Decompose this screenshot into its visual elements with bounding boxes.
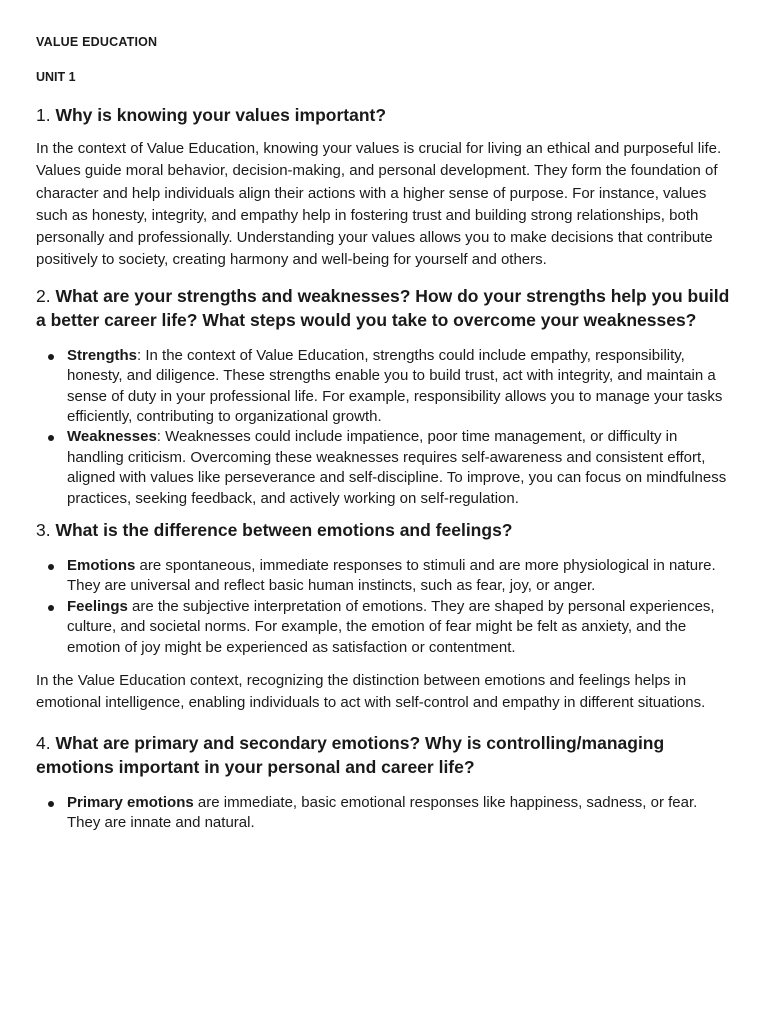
list-item-feelings bbox=[36, 597, 732, 658]
item-text-primary-emotions: are immediate, basic emotional responses like happiness, sadness, or fear. They are innate and natural. bbox=[67, 793, 698, 832]
question-2-heading bbox=[36, 284, 732, 332]
item-text-emotions: are spontaneous, immediate responses to stimuli and are more physiological in nature. They are universal and reflect basic human instincts, such as fear, joy, or anger. bbox=[67, 557, 716, 595]
answer-3-paragraph: In the Value Education context, recognizing the distinction between emotions and feelings helps in emotional intelligence, enabling individuals to act with self-control and empathy in different situations. bbox=[36, 672, 706, 712]
list-item-weaknesses bbox=[36, 427, 732, 509]
term-primary-emotions: Primary emotions bbox=[67, 793, 194, 811]
bullet-icon bbox=[48, 435, 54, 441]
list-item-primary-emotions bbox=[36, 793, 732, 834]
question-1-heading bbox=[36, 103, 732, 127]
question-3-heading bbox=[36, 518, 732, 542]
item-text-feelings: are the subjective interpretation of emotions. They are shaped by personal experiences, culture, and societal norms. For example, the emotion of fear might be felt as anxiety, and the emotion of joy might be experienced as satisfaction or contentment. bbox=[67, 597, 715, 656]
answer-4-list bbox=[36, 793, 732, 834]
question-4-text: What are primary and secondary emotions? Why is controlling/managing emotions important in your personal and career life? bbox=[36, 732, 665, 777]
bullet-icon bbox=[48, 564, 54, 570]
answer-2-list bbox=[36, 346, 732, 509]
item-text-weaknesses: : Weaknesses could include impatience, poor time management, or difficulty in handling criticism. Overcoming these weaknesses requires self-awareness and consistent effort, aligned with values like perseverance and self-discipline. To improve, you can focus on mindfulness practices, seeking feedback, and actively working on self-regulation. bbox=[67, 428, 727, 507]
bullet-icon bbox=[48, 605, 54, 611]
document-title: VALUE EDUCATION bbox=[36, 35, 158, 49]
bullet-icon bbox=[48, 354, 54, 360]
term-emotions: Emotions bbox=[67, 557, 136, 575]
list-item-emotions bbox=[36, 556, 732, 597]
question-3-text: What is the difference between emotions and feelings? bbox=[55, 520, 513, 541]
answer-3-list bbox=[36, 556, 732, 658]
term-weaknesses: Weaknesses bbox=[67, 428, 157, 446]
term-feelings: Feelings bbox=[67, 597, 128, 615]
list-item-strengths bbox=[36, 346, 732, 428]
question-2-text: What are your strengths and weaknesses? How do your strengths help you build a better career life? What steps would you take to overcome your weaknesses? bbox=[36, 285, 730, 330]
bullet-icon bbox=[48, 801, 54, 807]
item-text-strengths: : In the context of Value Education, strengths could include empathy, responsibility, honesty, and diligence. These strengths enable you to build trust, act with integrity, and maintain a sense of duty in your professional life. For example, responsibility allows you to manage your tasks efficiently, contributing to organizational growth. bbox=[67, 346, 723, 425]
question-2-number: 2. bbox=[36, 285, 56, 306]
question-1-text: Why is knowing your values important? bbox=[55, 105, 387, 125]
question-3-number: 3. bbox=[36, 520, 56, 541]
question-4-heading bbox=[36, 731, 732, 779]
question-4-number: 4. bbox=[36, 732, 56, 753]
unit-title: UNIT 1 bbox=[36, 70, 76, 84]
question-1-number: 1. bbox=[36, 105, 56, 125]
answer-1-paragraph: In the context of Value Education, knowing your values is crucial for living an ethical and purposeful life. Values guide moral behavior, decision-making, and personal development. They form the foundation of character and help individuals align their actions with a higher sense of purpose. For instance, values such as honesty, integrity, and empathy help in fostering trust and building strong relationships, both personally and professionally. Understanding your values allows you to make decisions that contribute positively to society, creating harmony and well-being for yourself and others. bbox=[36, 140, 722, 269]
term-strengths: Strengths bbox=[67, 346, 138, 364]
